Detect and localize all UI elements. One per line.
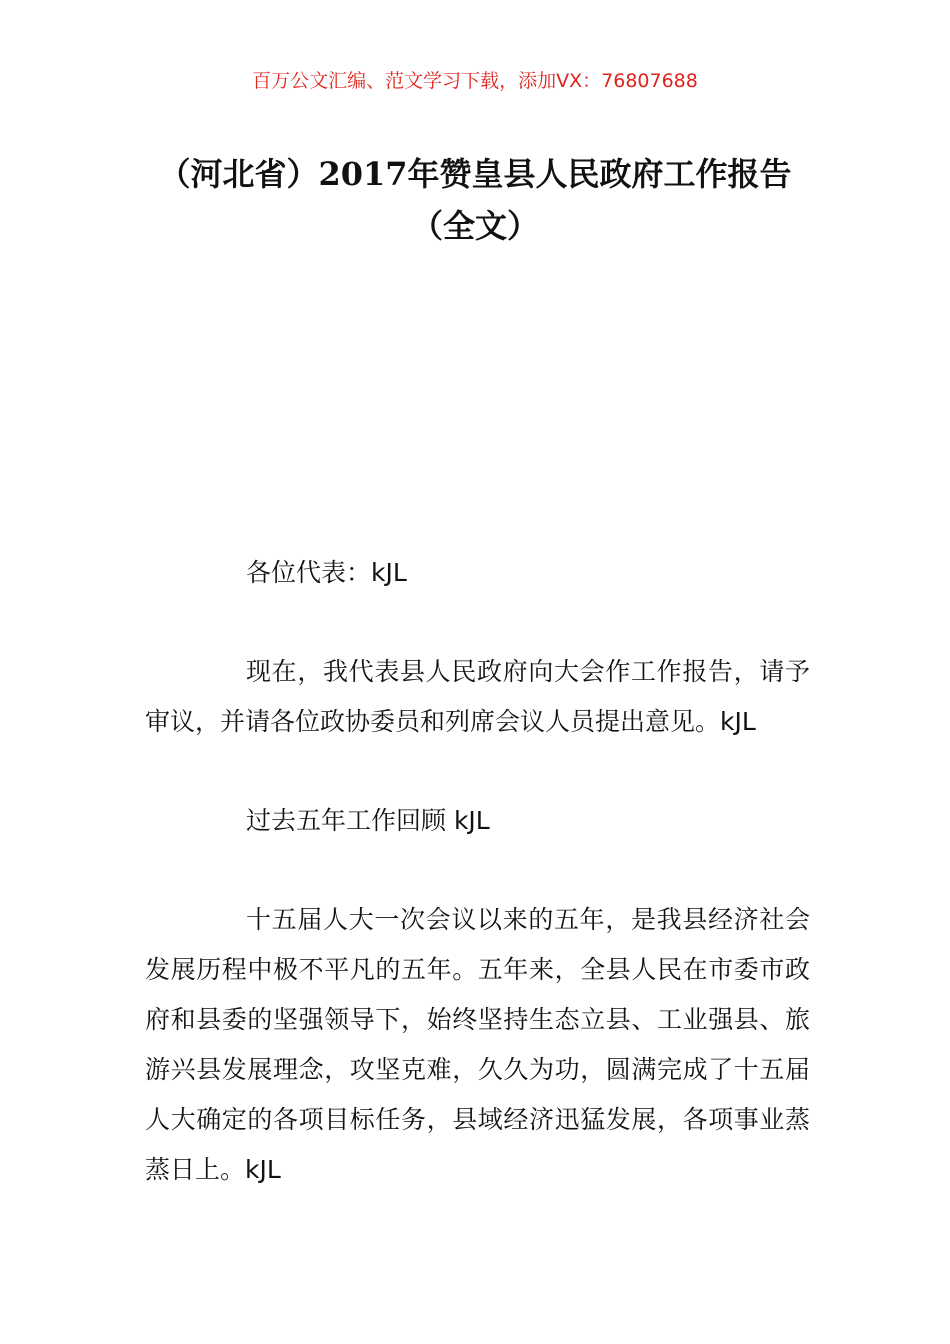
document-body [145,548,810,1244]
section-heading: 过去五年工作回顾 kJL [246,806,490,835]
salutation-paragraph: 各位代表：kJL [246,558,407,587]
review-paragraph: 十五届人大一次会议以来的五年，是我县经济社会发展历程中极不平凡的五年。五年来，全县人民在市委市政府和县委的坚强领导下，始终坚持生态立县、工业强县、旅游兴县发展理念，攻坚克难，久久为功，圆满完成了十五届人大确定的各项目标任务，县域经济迅猛发展，各项事业蒸蒸日上。kJL [145,905,810,1184]
header-ad-note: 百万公文汇编、范文学习下载，添加VX：76807688 [252,70,698,92]
document-title: （河北省）2017年赞皇县人民政府工作报告（全文） [158,155,792,245]
intro-paragraph: 现在，我代表县人民政府向大会作工作报告，请予审议，并请各位政协委员和列席会议人员提出意见。kJL [145,657,810,736]
